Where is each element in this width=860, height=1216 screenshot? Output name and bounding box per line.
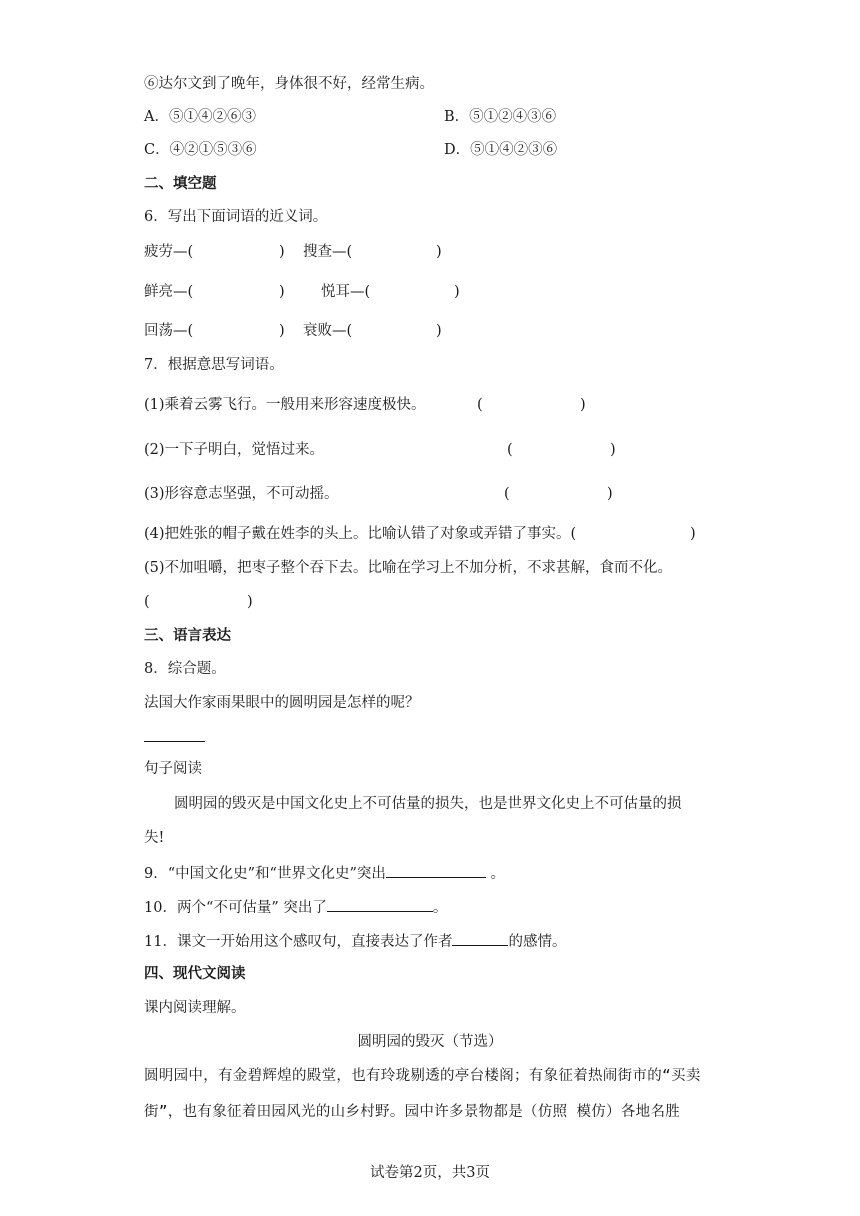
q7-item-2: (2)一下子明白，觉悟过来。: [144, 442, 325, 458]
q6-word-2: 搜查—(: [303, 244, 353, 260]
q6-blank-close: ): [279, 244, 285, 260]
answer-line: [144, 741, 205, 742]
reading-sentence-line-1: 圆明园的毁灭是中国文化史上不可估量的损失，也是世界文化史上不可估量的损: [174, 796, 682, 812]
q6-blank-close: ): [279, 284, 285, 300]
q5-item-6: ⑥达尔文到了晚年，身体很不好，经常生病。: [144, 76, 434, 92]
q9: [144, 863, 505, 883]
q7-item-4: (4)把姓张的帽子戴在姓李的头上。比喻认错了对象或弄错了事实。(: [144, 526, 577, 542]
reading-sentence-line-2: 失!: [144, 830, 165, 846]
q8-question: 法国大作家雨果眼中的圆明园是怎样的呢？: [144, 695, 420, 711]
q6-blank-close: ): [279, 323, 285, 339]
q6-blank-close: ): [454, 284, 460, 300]
q6-blank-close: ): [436, 244, 442, 260]
passage-line-2: 街”，也有象征着田园风光的山乡村野。园中许多景物都是（仿照 模仿）各地名胜: [144, 1104, 681, 1120]
q11-text: 11．课文一开始用这个感叹句，直接表达了作者: [144, 934, 453, 950]
section-heading-modern-reading: 四、现代文阅读: [144, 965, 246, 982]
q9-blank: [386, 863, 486, 878]
q7-blank-close: ): [247, 594, 253, 610]
q7-blank-close: ): [580, 397, 586, 413]
q11: [144, 931, 566, 951]
q11-end: 的感情。: [508, 934, 567, 950]
q10: [144, 897, 447, 917]
q7-blank-open: (: [504, 486, 510, 502]
q6-stem: 6．写出下面词语的近义词。: [144, 209, 328, 225]
q7-blank-close: ): [690, 526, 696, 542]
q7-blank-open: (: [144, 594, 150, 610]
q7-blank-close: ): [607, 486, 613, 502]
q5-option-d: D．⑤①④②③⑥: [444, 142, 558, 158]
q10-end: 。: [432, 900, 448, 916]
q7-item-1: (1)乘着云雾飞行。一般用来形容速度极快。: [144, 397, 426, 413]
q5-option-a: A．⑤①④②⑥③: [144, 109, 256, 125]
q5-option-b: B．⑤①②④③⑥: [444, 109, 557, 125]
passage-title: 圆明园的毁灭（节选）: [357, 1034, 503, 1050]
q10-text: 10．两个“不可估量” 突出了: [144, 900, 327, 916]
q5-option-c: C．④②①⑤③⑥: [144, 142, 257, 158]
q6-blank-close: ): [436, 323, 442, 339]
reading-intro: 课内阅读理解。: [144, 1000, 246, 1016]
q7-item-5: (5)不加咀嚼，把枣子整个吞下去。比喻在学习上不加分析，不求甚解，食而不化。: [144, 560, 673, 576]
q7-item-3: (3)形容意志坚强，不可动摇。: [144, 486, 339, 502]
q6-word-4: 悦耳—(: [321, 284, 371, 300]
q10-blank: [327, 897, 433, 912]
subheading-sentence-reading: 句子阅读: [144, 761, 202, 777]
q6-word-3: 鲜亮—(: [144, 284, 194, 300]
section-heading-language-expression: 三、语言表达: [144, 627, 231, 644]
q6-word-1: 疲劳—(: [144, 244, 194, 260]
q11-blank: [452, 931, 508, 946]
q6-word-6: 衰败—(: [303, 323, 353, 339]
q6-word-5: 回荡—(: [144, 323, 194, 339]
q9-end: 。: [485, 866, 505, 882]
q7-stem: 7．根据意思写词语。: [144, 357, 284, 373]
q7-blank-close: ): [610, 442, 616, 458]
q7-blank-open: (: [477, 397, 483, 413]
section-heading-fill-in: 二、填空题: [144, 175, 217, 192]
q9-text: 9．“中国文化史”和“世界文化史”突出: [144, 866, 386, 882]
q7-blank-open: (: [507, 442, 513, 458]
q8-stem: 8．综合题。: [144, 661, 226, 677]
passage-line-1: 圆明园中，有金碧辉煌的殿堂，也有玲珑剔透的亭台楼阁；有象征着热闹街市的“买卖: [144, 1068, 701, 1084]
page-footer: 试卷第2页，共3页: [370, 1165, 490, 1181]
